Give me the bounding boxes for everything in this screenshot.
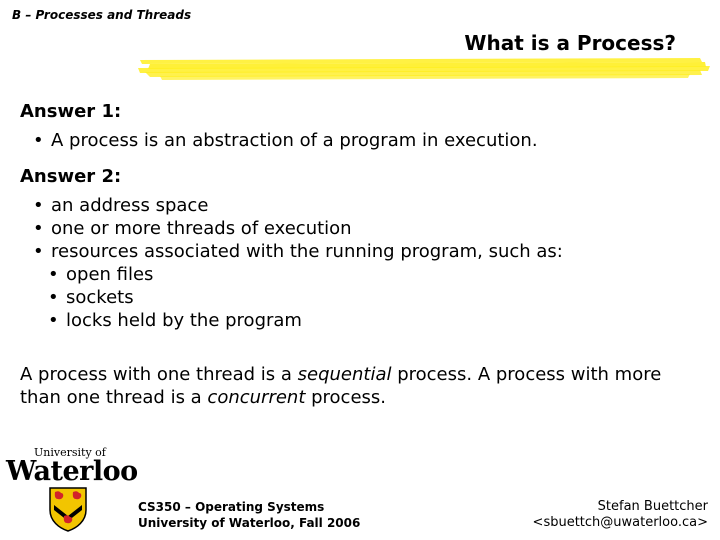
list-item: • resources associated with the running program, such as: bbox=[20, 240, 700, 263]
university-crest-icon bbox=[48, 486, 88, 532]
footer-course-info bbox=[138, 499, 360, 531]
logo-small-text: University of bbox=[34, 446, 106, 459]
list-item: • locks held by the program bbox=[20, 309, 700, 332]
summary-paragraph bbox=[20, 363, 700, 409]
list-item: • sockets bbox=[20, 286, 700, 309]
section-tag: B – Processes and Threads bbox=[12, 8, 192, 22]
answer1-list bbox=[20, 129, 700, 152]
summary-text: A process with one thread is a bbox=[20, 364, 298, 385]
list-item: • A process is an abstraction of a program in execution. bbox=[20, 129, 700, 152]
answer2-heading: Answer 2: bbox=[20, 166, 122, 187]
answer2-sublist bbox=[20, 263, 700, 332]
list-item: • one or more threads of execution bbox=[20, 217, 700, 240]
footer-author: Stefan Buettcher bbox=[597, 499, 708, 514]
concurrent-term: concurrent bbox=[207, 387, 306, 408]
sequential-term: sequential bbox=[297, 364, 392, 385]
footer-term: University of Waterloo, Fall 2006 bbox=[138, 516, 361, 530]
slide-title: What is a Process? bbox=[464, 31, 676, 55]
university-logo bbox=[6, 446, 136, 486]
list-item: • open files bbox=[20, 263, 700, 286]
answer2-list bbox=[20, 194, 700, 263]
footer-author-info bbox=[533, 499, 708, 531]
footer-email: <sbuettch@uwaterloo.ca> bbox=[532, 515, 708, 530]
logo-big-text: Waterloo bbox=[6, 456, 138, 487]
summary-text: process. bbox=[305, 387, 387, 408]
list-item: • an address space bbox=[20, 194, 700, 217]
title-highlight-stripe bbox=[0, 52, 720, 86]
slide-content bbox=[20, 100, 700, 409]
summary-text: process. A process with more than one thread is a bbox=[20, 364, 662, 408]
answer1-heading: Answer 1: bbox=[20, 101, 122, 122]
footer-course: CS350 – Operating Systems bbox=[138, 500, 325, 514]
